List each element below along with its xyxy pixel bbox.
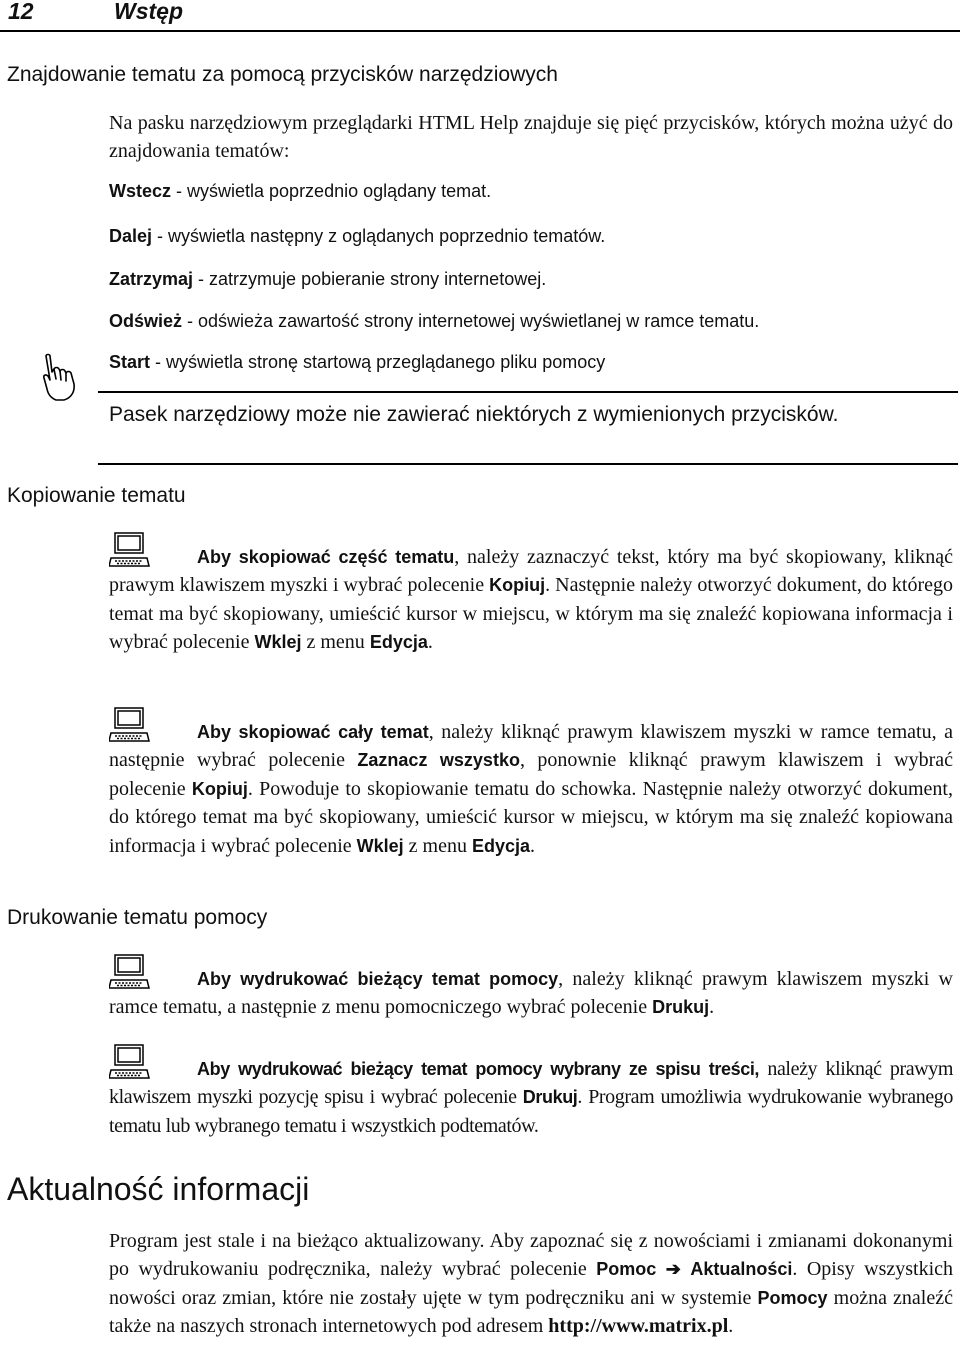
tip-text [109,718,953,860]
button-desc: - odświeża zawartość strony internetowej wyświetlanej w ramce tematu. [182,311,760,331]
button-desc: - zatrzymuje pobieranie strony internetowej. [193,269,547,289]
button-item-forward [109,225,953,248]
button-item-home [109,351,953,374]
toolbar-intro: Na pasku narzędziowym przeglądarki HTML Help znajduje się pięć przycisków, których można użyć do znajdowania tematów: [109,112,953,163]
button-item-refresh [109,310,953,333]
section-heading-toolbar: Znajdowanie tematu za pomocą przycisków narzędziowych [7,63,558,86]
tip-part: , należy kliknąć prawym klawiszem myszki w ramce tematu, a następnie z menu pomocniczego wybrać polecenie [109,968,954,1019]
section-heading-print: Drukowanie tematu pomocy [7,906,268,929]
button-desc: - wyświetla poprzednio oglądany temat. [171,181,492,201]
page-header [0,0,960,32]
command-label: Kopiuj [489,575,546,596]
command-label: Wklej [356,835,404,856]
pointing-hand-icon [38,352,80,404]
tip-part: . [709,996,715,1019]
tip-part: . [530,834,536,857]
tip-part: z menu [301,631,370,654]
text-part: można znaleźć także na naszych stronach internetowych pod adresem [109,1286,953,1338]
updates-paragraph [109,1227,953,1341]
command-label: Drukuj [522,1087,578,1108]
section-heading-updates: Aktualność informacji [7,1171,310,1207]
button-name: Wstecz [109,181,172,201]
note-text: Pasek narzędziowy może nie zawierać niektórych z wymienionych przycisków. [109,403,839,426]
page-number: 12 [8,0,34,24]
text-part: Program jest stale i na bieżąco aktualizowany. Aby zapoznać się z nowościami i zmianami dokonanymi po wydrukowaniu podręcznika, należy wybrać polecenie [109,1230,953,1281]
command-label: Aktualności [690,1259,793,1280]
tip-part: , należy zaznaczyć tekst, który ma być skopiowany, kliknąć prawym klawiszem myszki i wybrać polecenie [109,546,954,597]
tip-text [109,543,953,657]
command-label: Pomoc [596,1259,657,1280]
tip-part: , należy kliknąć prawym klawiszem myszki w ramce tematu, a następnie wybrać polecenie [109,721,954,772]
tip-lead: Aby wydrukować bieżący temat pomocy [197,969,559,989]
website-link[interactable]: http://www.matrix.pl [548,1315,729,1338]
button-desc: - wyświetla stronę startową przeglądanego pliku pomocy [150,352,606,372]
tip-part: . Powoduje to skopiowanie tematu do schowka. Następnie należy otworzyć dokument, do którego temat ma być skopiowany, umieścić kursor w miejscu, w którym ma się znaleźć kopiowana informacja i wybrać polecenie [109,777,953,857]
tip-part: , ponownie kliknąć prawym klawiszem i wybrać polecenie [109,749,953,800]
tip-part: . Następnie należy otworzyć dokument, do którego temat ma być skopiowany, umieścić kursor w miejscu, w którym ma się znaleźć kopiowana informacja i wybrać polecenie [109,574,953,654]
command-label: Drukuj [652,997,710,1018]
button-item-stop [109,268,953,291]
chapter-title: Wstęp [114,0,183,24]
tip-part: . Program umożliwia wydrukowanie wybranego tematu lub wybranego tematu i wszystkich podtematów. [109,1086,953,1137]
command-label: Kopiuj [191,778,248,799]
text-part: . [728,1315,734,1338]
command-label: Edycja [471,835,531,856]
command-label: Edycja [369,632,428,653]
tip-part: z menu [403,834,472,857]
tip-part: . [427,631,433,654]
button-name: Dalej [109,226,153,246]
button-name: Odśwież [109,311,183,331]
arrow-right-icon: ➔ [665,1259,681,1280]
tip-lead: Aby skopiować cały temat [197,722,429,742]
tip-part: należy kliknąć prawym klawiszem myszki pozycję spisu i wybrać polecenie [109,1058,954,1109]
tip-lead: Aby skopiować część tematu [197,547,455,567]
button-name: Zatrzymaj [109,269,194,289]
tip-text [109,1055,953,1140]
button-desc: - wyświetla następny z oglądanych poprzednio tematów. [152,226,606,246]
tip-lead: Aby wydrukować bieżący temat pomocy wybrany ze spisu treści, [197,1059,760,1079]
button-name: Start [109,352,151,372]
tip-text [109,965,953,1022]
button-item-back [109,180,953,203]
command-label: Pomocy [757,1287,828,1308]
text-part: . Opisy wszystkich nowości oraz zmian, które nie zostały ujęte w tym podręczniku ani w systemie [109,1258,953,1309]
note-box [98,391,958,465]
command-label: Wklej [254,632,302,653]
command-label: Zaznacz wszystko [357,750,520,771]
section-heading-copy: Kopiowanie tematu [7,484,186,507]
